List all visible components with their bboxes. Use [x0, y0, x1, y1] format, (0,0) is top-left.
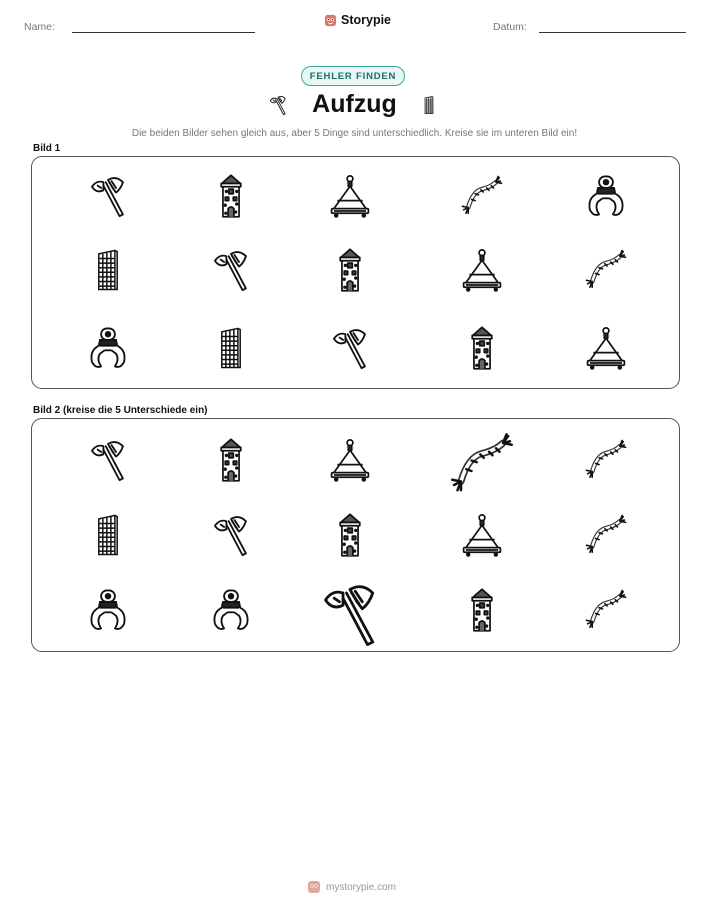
rope-large-icon[interactable]: [447, 429, 517, 499]
exercise-badge: FEHLER FINDEN: [301, 66, 405, 86]
rope-icon: [459, 173, 505, 219]
elevator-icon[interactable]: [459, 512, 505, 558]
elevator-icon[interactable]: [327, 437, 373, 483]
rope-icon[interactable]: [583, 512, 629, 558]
rope-icon[interactable]: [583, 587, 629, 633]
tower-icon: [459, 325, 505, 371]
brand: [324, 13, 391, 27]
axe-icon[interactable]: [85, 437, 131, 483]
rope-icon[interactable]: [583, 437, 629, 483]
claw-icon[interactable]: [85, 587, 131, 633]
title-skyscraper-icon: [419, 90, 439, 120]
skyscraper-icon: [85, 247, 131, 293]
elevator-icon: [583, 325, 629, 371]
skyscraper-icon[interactable]: [85, 512, 131, 558]
elevator-icon: [459, 247, 505, 293]
tower-icon[interactable]: [459, 587, 505, 633]
brand-name: Storypie: [341, 13, 392, 27]
tower-icon: [327, 247, 373, 293]
page-title: Aufzug: [312, 90, 397, 118]
date-label: Datum:: [493, 21, 527, 33]
claw-icon: [583, 173, 629, 219]
axe-icon[interactable]: [208, 512, 254, 558]
axe-icon: [208, 247, 254, 293]
date-field[interactable]: [539, 32, 686, 33]
elevator-icon: [327, 173, 373, 219]
rope-icon: [583, 247, 629, 293]
axe-icon: [85, 173, 131, 219]
name-label: Name:: [24, 21, 55, 33]
picture-1-label: Bild 1: [33, 143, 61, 154]
picture-1-panel: [31, 156, 680, 389]
storypie-footer-logo-icon: [307, 880, 321, 894]
tower-icon[interactable]: [208, 437, 254, 483]
skyscraper-icon: [208, 325, 254, 371]
picture-2-panel[interactable]: [31, 418, 680, 652]
footer: [307, 880, 396, 894]
claw-icon[interactable]: [208, 587, 254, 633]
claw-icon: [85, 325, 131, 371]
axe-icon: [327, 325, 373, 371]
name-field[interactable]: [72, 32, 255, 33]
tower-icon: [208, 173, 254, 219]
tower-icon[interactable]: [327, 512, 373, 558]
instructions: Die beiden Bilder sehen gleich aus, aber 5 Dinge sind unterschiedlich. Kreise sie im unteren Bild ein!: [131, 128, 578, 139]
storypie-logo-icon: [324, 14, 337, 27]
footer-site[interactable]: mystorypie.com: [326, 881, 397, 893]
picture-2-label: Bild 2 (kreise die 5 Unterschiede ein): [33, 405, 208, 416]
axe-large-icon[interactable]: [315, 579, 385, 649]
